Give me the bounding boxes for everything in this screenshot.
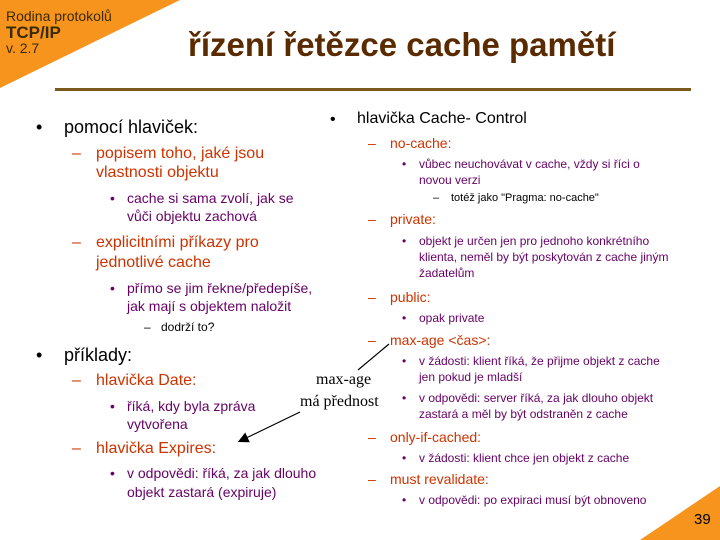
bullet-l3: • (402, 157, 407, 171)
left-sub-properties-line1: popisem toho, jaké jsou (96, 145, 265, 162)
bullet-l3: • (110, 398, 115, 414)
bullet-l2: – (72, 440, 81, 457)
bullet-l2: – (368, 211, 376, 227)
right-public-desc: opak private (419, 311, 485, 325)
right-pragma-note: totéž jako "Pragma: no-cache" (451, 192, 599, 204)
right-must-revalidate-desc: v odpovědi: po expiraci musí být obnoveno (419, 493, 647, 507)
slide-title: řízení řetězce cache pamětí (188, 26, 616, 63)
bullet-l3: • (110, 465, 115, 481)
note-arrow-to-expires (240, 412, 300, 441)
left-expires-header: hlavička Expires: (96, 440, 217, 457)
bullet-l2: – (368, 332, 376, 348)
bullet-l2: – (368, 471, 376, 487)
right-cache-control-header: hlavička Cache- Control (357, 110, 527, 127)
right-private-desc-line1: objekt je určen jen pro jednoho konkrétního (419, 234, 650, 248)
bullet-l3: • (402, 354, 407, 368)
left-will-obey: dodrží to? (161, 320, 215, 334)
right-public: public: (390, 289, 431, 305)
right-private-desc-line3: žadatelům (419, 266, 475, 280)
right-max-age-response-line2: zastará a měl by být odstraněn z cache (419, 407, 628, 421)
bullet-l2: – (368, 429, 376, 445)
bullet-l3: • (110, 190, 115, 206)
bullet-l1: • (36, 345, 43, 365)
bullet-l3: • (110, 280, 115, 296)
bullet-l3: • (402, 493, 407, 507)
bullet-l3: • (402, 234, 407, 248)
left-sub-explicit-line1: explicitními příkazy pro (96, 234, 259, 251)
left-date-desc-line2: vytvořena (127, 416, 188, 432)
right-only-if-cached-desc: v žádosti: klient chce jen objekt z cache (419, 451, 630, 465)
left-expires-desc-line1: v odpovědi: říká, za jak dlouho (127, 465, 317, 481)
page-number: 39 (694, 511, 711, 528)
left-cache-chooses-line1: cache si sama zvolí, jak se (127, 190, 294, 206)
bullet-l1: • (330, 111, 336, 128)
left-item-headers: pomocí hlaviček: (64, 117, 199, 137)
bullet-l3: • (402, 391, 407, 405)
right-no-cache: no-cache: (390, 135, 452, 151)
right-max-age-response-line1: v odpovědi: server říká, za jak dlouho objekt (419, 391, 654, 405)
header-line-2: TCP/IP (6, 23, 61, 42)
bullet-l3: • (402, 311, 407, 325)
note-max-age-line1: max-age (316, 371, 372, 388)
right-no-cache-desc-line1: vůbec neuchovávat v cache, vždy si říci o (419, 157, 640, 171)
left-sub-properties-line2: vlastnosti objektu (96, 164, 219, 181)
right-private: private: (390, 211, 436, 227)
note-connector-line (358, 344, 389, 370)
left-directly-told-line2: jak mají s objektem naložit (127, 298, 292, 314)
left-date-desc-line1: říká, kdy byla zpráva (127, 398, 256, 414)
header-line-1: Rodina protokolů (6, 8, 112, 24)
bullet-l2: – (368, 289, 376, 305)
bullet-l4: – (144, 320, 151, 334)
left-directly-told-line1: přímo se jim řekne/předepíše, (127, 280, 313, 296)
bullet-l2: – (368, 135, 376, 151)
header-line-3: v. 2.7 (6, 40, 40, 56)
bullet-l1: • (36, 117, 43, 137)
right-no-cache-desc-line2: novou verzi (419, 173, 481, 187)
bullet-l2: – (72, 145, 81, 162)
right-must-revalidate: must revalidate: (390, 471, 489, 487)
right-max-age: max-age <čas>: (390, 332, 491, 348)
right-only-if-cached: only-if-cached: (390, 429, 482, 445)
left-item-examples: příklady: (64, 345, 133, 365)
note-max-age-line2: má přednost (300, 393, 379, 410)
bullet-l3: • (402, 451, 407, 465)
bullet-l2: – (72, 234, 81, 251)
left-sub-explicit-line2: jednotlivé cache (96, 254, 211, 271)
bullet-l4: – (433, 192, 440, 204)
left-expires-desc-line2: objekt zastará (expiruje) (127, 484, 277, 500)
right-max-age-request-line1: v žádosti: klient říká, že přijme objekt z cache (419, 354, 660, 368)
left-cache-chooses-line2: vůči objektu zachová (127, 208, 257, 224)
bullet-l2: – (72, 372, 81, 389)
right-private-desc-line2: klienta, neměl by být poskytován z cache jiným (419, 250, 669, 264)
left-date-header: hlavička Date: (96, 372, 197, 389)
right-max-age-request-line2: jen pokud je mladší (419, 370, 523, 384)
